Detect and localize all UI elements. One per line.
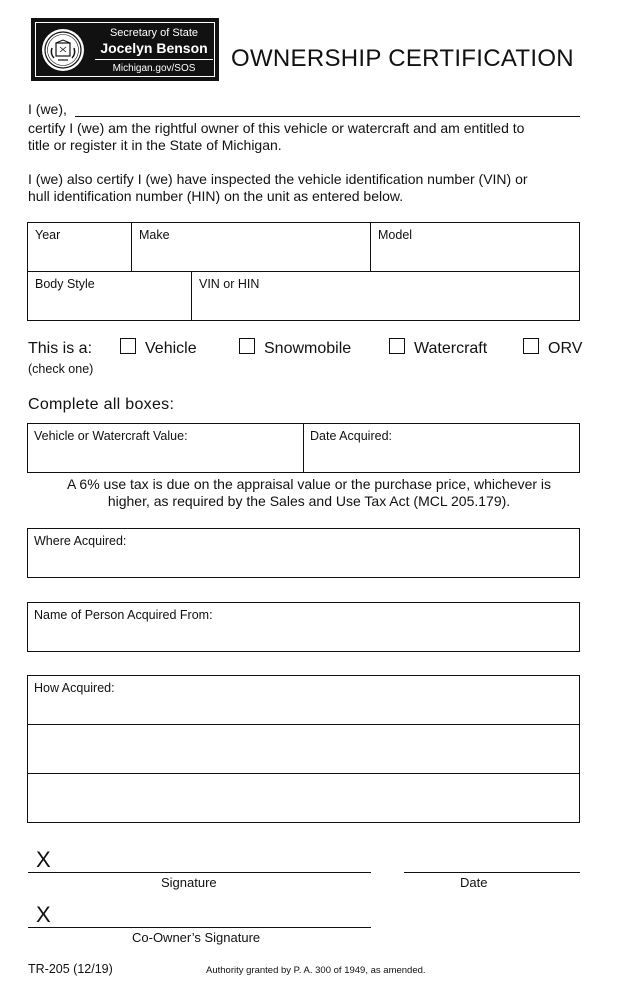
how-acquired-row-divider-1 — [27, 724, 580, 725]
form-number: TR-205 (12/19) — [28, 962, 113, 976]
vehicle-checkbox[interactable] — [120, 338, 136, 354]
co-owner-signature-label: Co-Owner’s Signature — [132, 930, 261, 945]
make-label: Make — [139, 228, 170, 242]
how-acquired-row-divider-2 — [27, 773, 580, 774]
how-acquired-field[interactable] — [27, 675, 580, 823]
model-field[interactable] — [371, 223, 579, 271]
watercraft-checkbox[interactable] — [389, 338, 405, 354]
vehicle-option-label: Vehicle — [145, 340, 197, 357]
date-acquired-field[interactable] — [304, 424, 579, 472]
tax-note-line-2: higher, as required by the Sales and Use Tax Act (MCL 205.179). — [107, 493, 511, 509]
signature-label: Signature — [161, 875, 217, 890]
signature-line[interactable] — [28, 872, 371, 873]
where-acquired-label: Where Acquired: — [34, 534, 127, 548]
co-owner-x-mark: X — [36, 902, 51, 927]
acquired-from-field[interactable] — [27, 602, 580, 652]
vin-field[interactable] — [192, 272, 579, 320]
signature-x-mark: X — [36, 847, 51, 872]
authority-note: Authority granted by P. A. 300 of 1949, as amended. — [206, 965, 426, 976]
logo-url-line: Michigan.gov/SOS — [112, 63, 196, 74]
date-label: Date — [460, 875, 488, 890]
type-label: This is a: — [28, 340, 93, 357]
co-owner-signature-line[interactable] — [28, 927, 371, 928]
inspect-line-2: hull identification number (HIN) on the unit as entered below. — [28, 188, 404, 204]
logo-name-line: Jocelyn Benson — [100, 40, 208, 56]
form-title: OWNERSHIP CERTIFICATION — [231, 45, 574, 72]
orv-option-label: ORV — [548, 340, 583, 357]
check-one-hint: (check one) — [28, 362, 94, 376]
year-label: Year — [35, 228, 61, 242]
watercraft-option-label: Watercraft — [414, 340, 488, 357]
date-line[interactable] — [404, 872, 580, 873]
year-field[interactable] — [28, 223, 131, 271]
body-style-label: Body Style — [35, 277, 95, 291]
sos-logo — [31, 18, 219, 81]
acquired-from-label: Name of Person Acquired From: — [34, 608, 213, 622]
snowmobile-checkbox[interactable] — [239, 338, 255, 354]
vin-label: VIN or HIN — [199, 277, 260, 291]
michigan-seal-icon — [41, 28, 85, 72]
model-label: Model — [378, 228, 413, 242]
orv-checkbox[interactable] — [523, 338, 539, 354]
certify-line-1: certify I (we) am the rightful owner of this vehicle or watercraft and am entitled to — [28, 120, 525, 136]
date-acquired-label: Date Acquired: — [310, 429, 392, 443]
make-field[interactable] — [132, 223, 370, 271]
value-field[interactable] — [28, 424, 303, 472]
owner-name-field[interactable] — [75, 116, 580, 117]
certify-line-2: title or register it in the State of Michigan. — [28, 137, 282, 153]
snowmobile-option-label: Snowmobile — [264, 340, 352, 357]
tax-note-line-1: A 6% use tax is due on the appraisal value or the purchase price, whichever is — [66, 476, 552, 492]
value-label: Vehicle or Watercraft Value: — [34, 429, 188, 443]
where-acquired-field[interactable] — [27, 528, 580, 578]
body-style-field[interactable] — [28, 272, 191, 320]
logo-office-line: Secretary of State — [109, 27, 199, 39]
complete-all-heading: Complete all boxes: — [28, 396, 175, 413]
tax-note — [28, 476, 590, 510]
we-label: I (we), — [28, 101, 67, 117]
how-acquired-label: How Acquired: — [34, 681, 115, 695]
inspect-line-1: I (we) also certify I (we) have inspected the vehicle identification number (VIN) or — [28, 171, 528, 187]
logo-divider — [95, 59, 213, 60]
